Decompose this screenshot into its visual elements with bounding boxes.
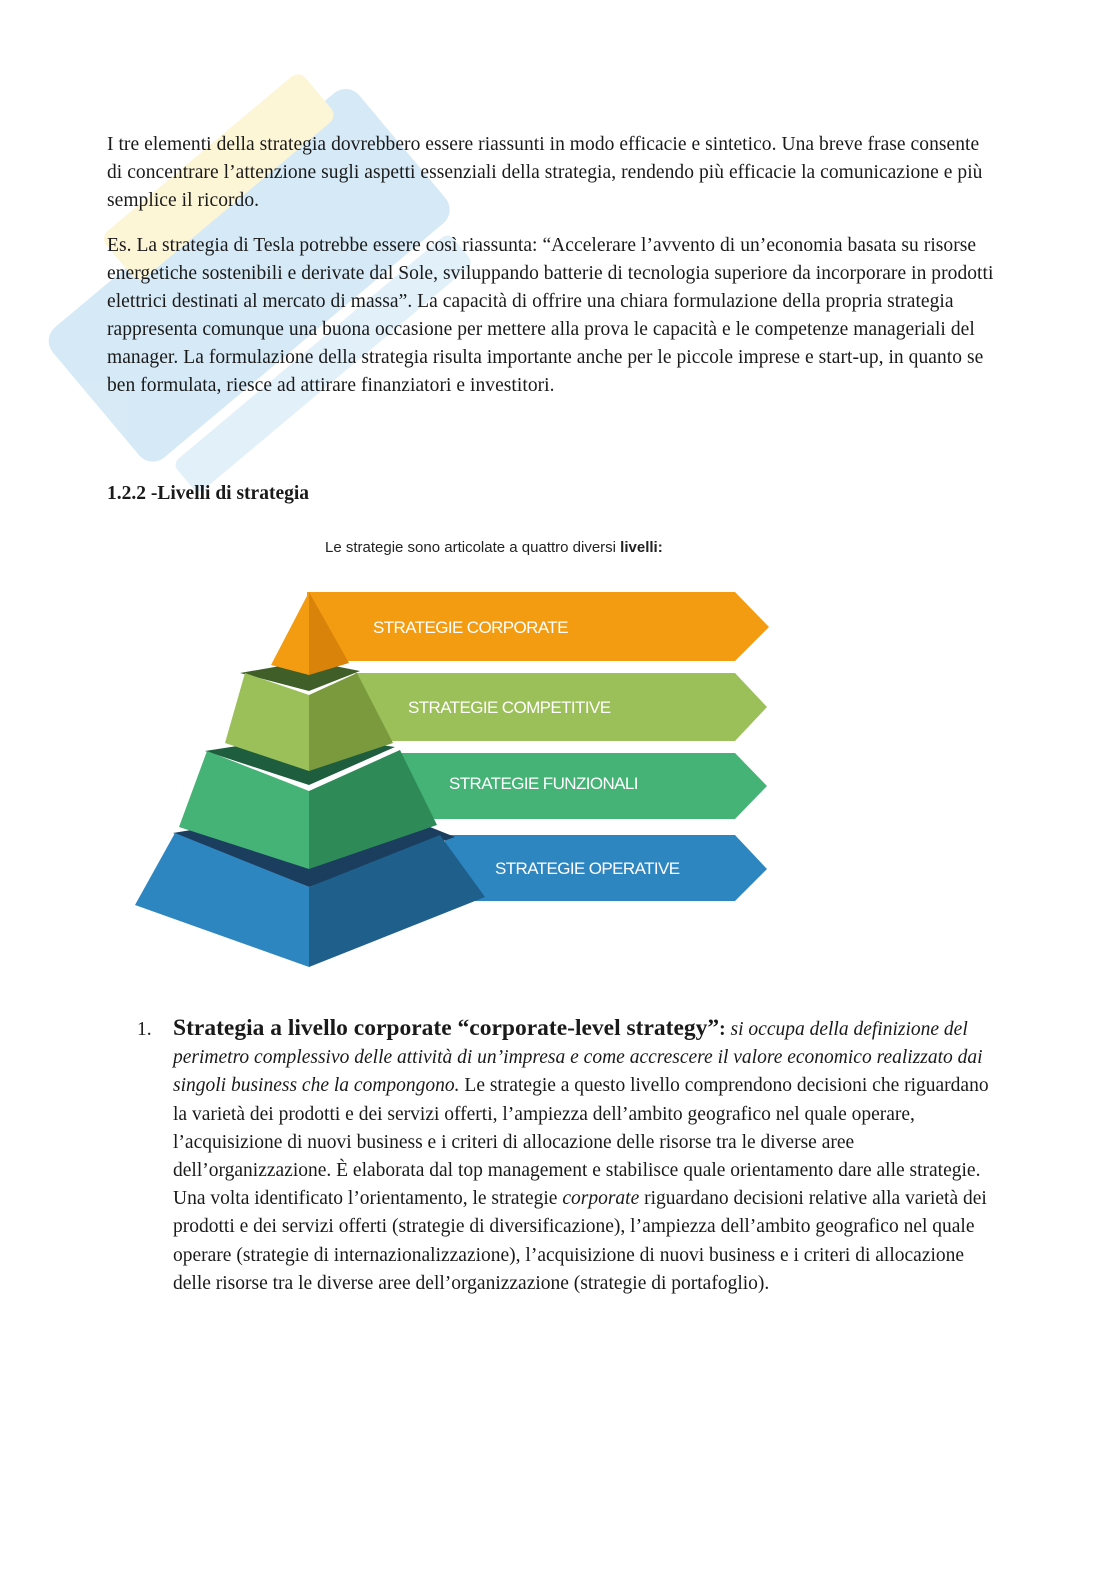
section-heading: 1.2.2 -Livelli di strategia <box>107 483 310 504</box>
pyramid-tier-1-left <box>271 592 309 675</box>
level-label-4: STRATEGIE OPERATIVE <box>495 859 680 878</box>
figure-caption-text: Le strategie sono articolate a quattro diversi <box>325 539 621 556</box>
paragraph-summary: I tre elementi della strategia dovrebbero essere riassunti in modo efficacie e sintetico. Una breve frase consente di concentrare l’attenzione sugli aspetti essenziali della strategia, rendendo più efficacie la comunicazione e più semplice il ricordo. <box>107 134 983 211</box>
level-label-1: STRATEGIE CORPORATE <box>373 618 568 637</box>
list-item-title: Strategia a livello corporate “corporate-level strategy” <box>173 1015 720 1041</box>
list-item-number: 1. <box>137 1019 152 1040</box>
paragraph-tesla-example: Es. La strategia di Tesla potrebbe essere così riassunta: “Accelerare l’avvento di un’economia basata su risorse energetiche sostenibili e derivate dal Sole, sviluppando batterie di tecnologia superiore da incorporare in prodotti elettrici destinati al mercato di massa”. La capacità di offrire una chiara formulazione della propria strategia rappresenta comunque una buona occasione per mettere alla prova le capacità e le competenze manageriali del manager. La formulazione della strategia risulta importante anche per le piccole imprese e start-up, in quanto se ben formulata, riesce ad attirare finanziatori e investitori. <box>107 235 994 396</box>
list-item-italic-corporate: corporate <box>562 1188 640 1210</box>
figure-caption-bold: livelli: <box>620 539 663 556</box>
list-item <box>137 1014 999 1298</box>
list-item-text-2: riguardano decisioni relative alla varietà dei prodotti e dei servizi offerti (strategie di diversificazione), l’ampiezza dell’ambito geografico nel quale operare (strategie di internazionalizzazione), l’acquisizione di nuovi business e i criteri di allocazione delle risorse tra le diverse aree dell’organizzazione (strategie di portafoglio). <box>173 1188 987 1294</box>
list-item-text-1: Le strategie a questo livello comprendono decisioni che riguardano la varietà dei prodotti e dei servizi offerti, l’ampiezza dell’ambito geografico nel quale operare, l’acquisizione di nuovi business e i criteri di allocazione delle risorse tra le diverse aree dell’organizzazione. È elaborata dal top management e stabilisce quale orientamento dare alle strategie. Una volta identificato l’orientamento, le strategie <box>173 1075 989 1210</box>
pyramid-diagram <box>135 535 795 995</box>
strategy-levels-figure <box>135 535 795 995</box>
strategy-levels-list <box>137 1014 999 1298</box>
list-item-colon: : <box>719 1019 726 1040</box>
list-item-definition: si occupa della definizione del perimetro complessivo delle attività di un’impresa e come accrescere il valore economico realizzato dai singoli business che la compongono. <box>173 1019 983 1097</box>
level-label-3: STRATEGIE FUNZIONALI <box>449 774 638 793</box>
level-label-2: STRATEGIE COMPETITIVE <box>408 698 611 717</box>
